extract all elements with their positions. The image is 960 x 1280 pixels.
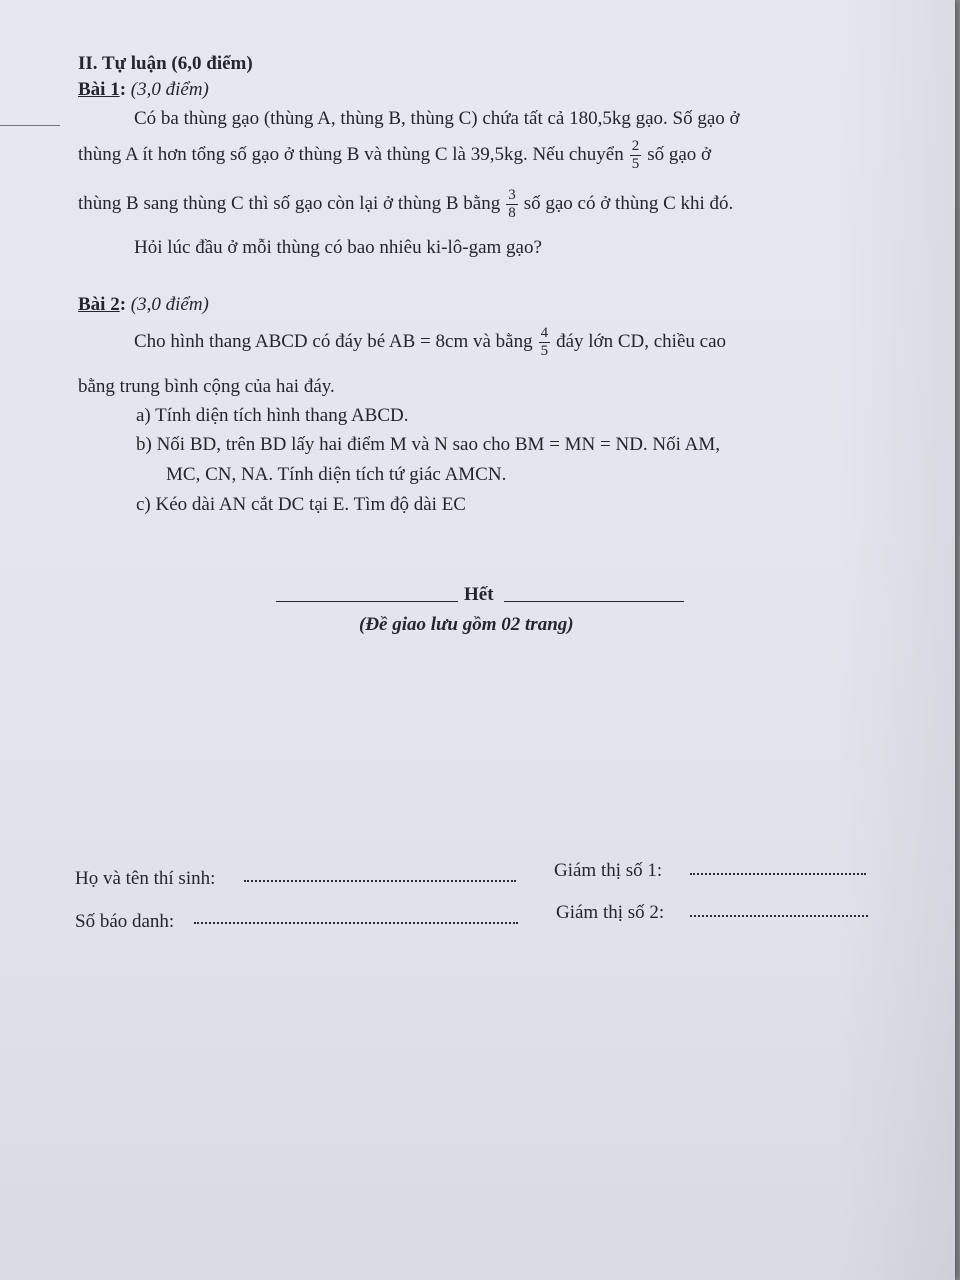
fraction-denominator: 5 — [540, 343, 549, 359]
footer-note: (Đề giao lưu gồm 02 trang) — [359, 614, 574, 635]
bai2-line1 — [134, 325, 726, 360]
margin-mark — [0, 125, 60, 126]
bai2-item-c: c) Kéo dài AN cắt DC tại E. Tìm độ dài EC — [136, 494, 466, 515]
page-edge-shadow — [835, 0, 955, 1280]
candidate-name-field[interactable] — [244, 880, 516, 882]
bai2-item-b-line1: b) Nối BD, trên BD lấy hai điểm M và N sao cho BM = MN = ND. Nối AM, — [136, 434, 720, 455]
fraction-numerator: 4 — [540, 325, 549, 341]
end-rule-right — [504, 601, 684, 602]
bai1-line3-text-b: số gạo có ở thùng C khi đó. — [523, 192, 734, 214]
section-title: II. Tự luận (6,0 điểm) — [78, 53, 253, 74]
bai1-points: (3,0 điểm) — [130, 79, 209, 100]
candidate-name-label: Họ và tên thí sinh: — [75, 868, 216, 889]
bai1-label: Bài 1 — [78, 79, 120, 100]
end-text: Hết — [464, 584, 494, 605]
end-rule-left — [276, 601, 458, 602]
fraction-2-5 — [630, 138, 642, 173]
bai2-points: (3,0 điểm) — [130, 294, 209, 315]
fraction-denominator: 8 — [508, 205, 516, 221]
bai2-line1-text-a: Cho hình thang ABCD có đáy bé AB = 8cm và bằng — [134, 330, 533, 352]
bai2-item-a: a) Tính diện tích hình thang ABCD. — [136, 405, 409, 426]
fraction-4-5 — [539, 325, 551, 360]
bai2-line2: bằng trung bình cộng của hai đáy. — [78, 376, 335, 397]
proctor2-field[interactable] — [690, 915, 868, 917]
proctor2-label: Giám thị số 2: — [556, 902, 665, 923]
bai2-heading: Bài 2: (3,0 điểm) — [78, 294, 209, 315]
fraction-numerator: 2 — [631, 138, 640, 154]
fraction-denominator: 5 — [631, 156, 640, 172]
bai1-line2-text-a: thùng A ít hơn tổng số gạo ở thùng B và thùng C là 39,5kg. Nếu chuyển — [78, 143, 624, 165]
bai2-line1-text-b: đáy lớn CD, chiều cao — [556, 330, 727, 352]
bai1-line1: Có ba thùng gạo (thùng A, thùng B, thùng C) chứa tất cả 180,5kg gạo. Số gạo ở — [134, 108, 740, 129]
bai1-line2 — [78, 138, 711, 173]
bai1-line2-text-b: số gạo ở — [647, 143, 712, 165]
bai2-item-b-line2: MC, CN, NA. Tính diện tích tứ giác AMCN. — [166, 464, 507, 485]
proctor1-label: Giám thị số 1: — [554, 860, 663, 881]
bai1-line3 — [78, 187, 733, 222]
fraction-numerator: 3 — [508, 187, 516, 203]
bai1-question: Hỏi lúc đầu ở mỗi thùng có bao nhiêu ki-lô-gam gạo? — [134, 237, 542, 258]
candidate-id-label: Số báo danh: — [75, 911, 175, 932]
bai2-label: Bài 2 — [78, 294, 120, 315]
fraction-3-8 — [506, 187, 518, 222]
proctor1-field[interactable] — [690, 873, 866, 875]
bai1-line3-text-a: thùng B sang thùng C thì số gạo còn lại ở thùng B bằng — [78, 192, 501, 214]
candidate-id-field[interactable] — [194, 922, 518, 924]
bai1-heading: Bài 1: (3,0 điểm) — [78, 79, 209, 100]
